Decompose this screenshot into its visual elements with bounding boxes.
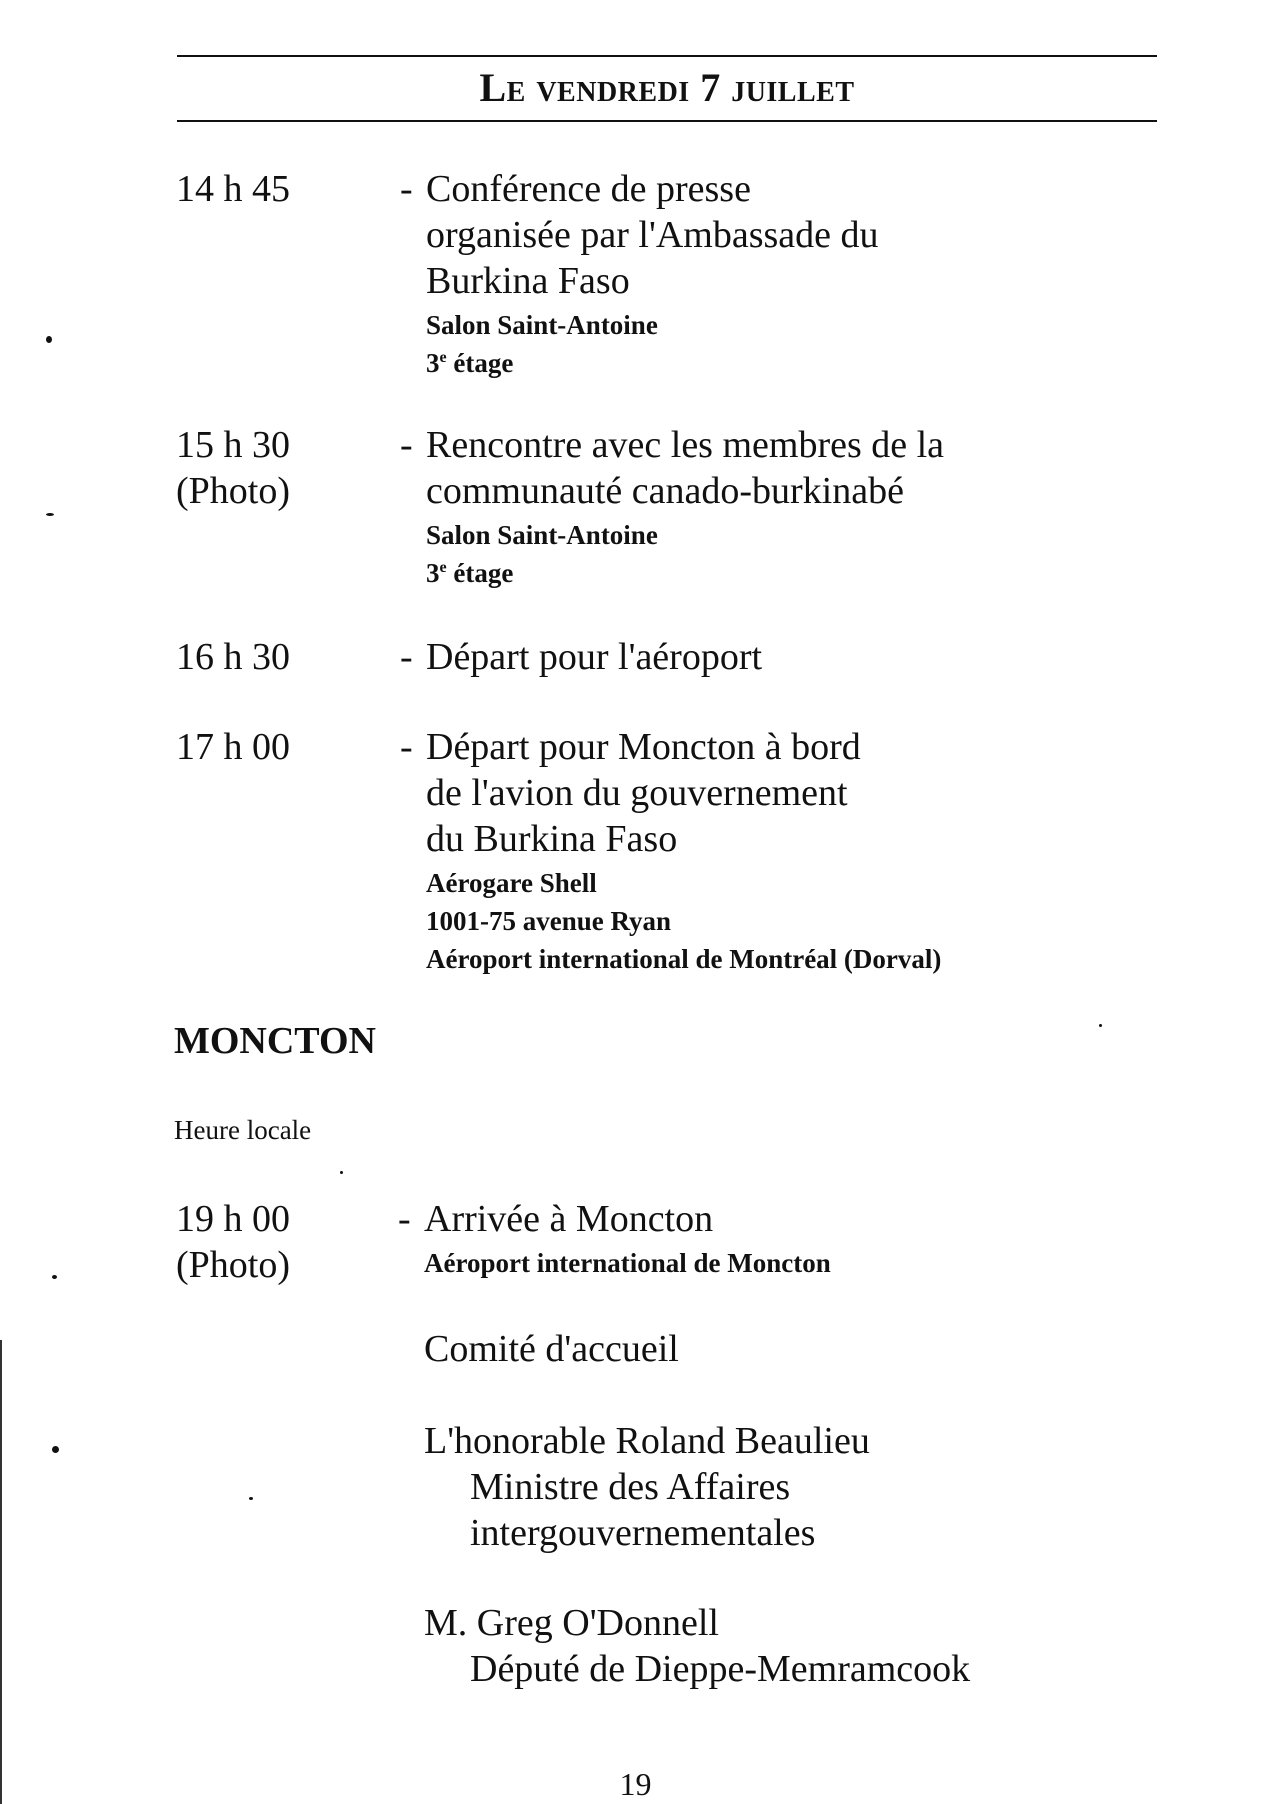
entry-floor: 3e étage [426,348,514,378]
entry-line: de l'avion du gouvernement [426,772,848,814]
section-note-local-time: Heure locale [174,1115,312,1145]
entry-time: 15 h 30 [176,424,290,466]
entry-time-block [176,166,376,212]
entry-floor: 3e étage [426,558,514,588]
entry-location: 1001-75 avenue Ryan [426,906,672,936]
entry-location: Salon Saint-Antoine [426,310,658,340]
entry-time: 19 h 00 [176,1198,290,1240]
entry-description [400,166,1160,382]
entry-line: Burkina Faso [426,260,630,302]
entry-line: - Conférence de presse [400,168,751,210]
entry-dash: - [400,424,413,466]
entry-location: Aéroport international de Moncton [424,1248,831,1278]
dignitary [424,1418,1164,1556]
dignitary-title: Ministre des Affaires [470,1466,791,1508]
dignitary-title: Député de Dieppe-Memramcook [470,1648,971,1690]
dignitary-name: M. Greg O'Donnell [424,1602,719,1644]
entry-description [400,422,1160,592]
header-rule-bottom [177,120,1157,122]
entry-line: - Départ pour l'aéroport [400,636,763,678]
scan-edge-line [0,1340,2,1804]
entry-time-block [176,422,376,514]
dignitary-name: L'honorable Roland Beaulieu [424,1420,870,1462]
scan-speck [249,1497,253,1500]
entry-dash: - [400,168,413,210]
entry-description [400,724,1160,978]
entry-line: - Arrivée à Moncton [398,1198,714,1240]
entry-time-block [176,634,376,680]
entry-line: du Burkina Faso [426,818,678,860]
entry-time-block [176,724,376,770]
entry-line: - Rencontre avec les membres de la [400,424,945,466]
entry-location: Aérogare Shell [426,868,597,898]
header-rule-top [177,55,1157,57]
entry-time: 17 h 00 [176,726,290,768]
entry-description [398,1196,1158,1282]
dignitary-title: intergouvernementales [470,1512,816,1554]
entry-location: Aéroport international de Montréal (Dorval) [426,944,942,974]
page-number: 19 [619,1766,652,1802]
scan-speck [52,1275,57,1279]
page-header-title: Le vendredi 7 juillet [479,65,855,110]
dignitary [424,1600,1164,1692]
entry-note: (Photo) [176,1244,290,1286]
scan-speck [340,1171,343,1174]
scan-speck [52,1446,59,1453]
section-title-moncton: MONCTON [174,1020,376,1062]
entry-description [400,634,1160,680]
entry-line: - Départ pour Moncton à bord [400,726,861,768]
scan-speck [1099,1024,1102,1027]
entry-line: organisée par l'Ambassade du [426,214,879,256]
welcome-heading: Comité d'accueil [424,1328,679,1370]
entry-dash: - [400,636,413,678]
entry-location: Salon Saint-Antoine [426,520,658,550]
scan-speck [46,336,52,343]
entry-dash: - [400,726,413,768]
entry-note: (Photo) [176,470,290,512]
entry-time-block [176,1196,376,1288]
scan-speck [46,513,54,516]
entry-time: 16 h 30 [176,636,290,678]
entry-line: communauté canado-burkinabé [426,470,904,512]
entry-time: 14 h 45 [176,168,290,210]
entry-dash: - [398,1198,411,1240]
